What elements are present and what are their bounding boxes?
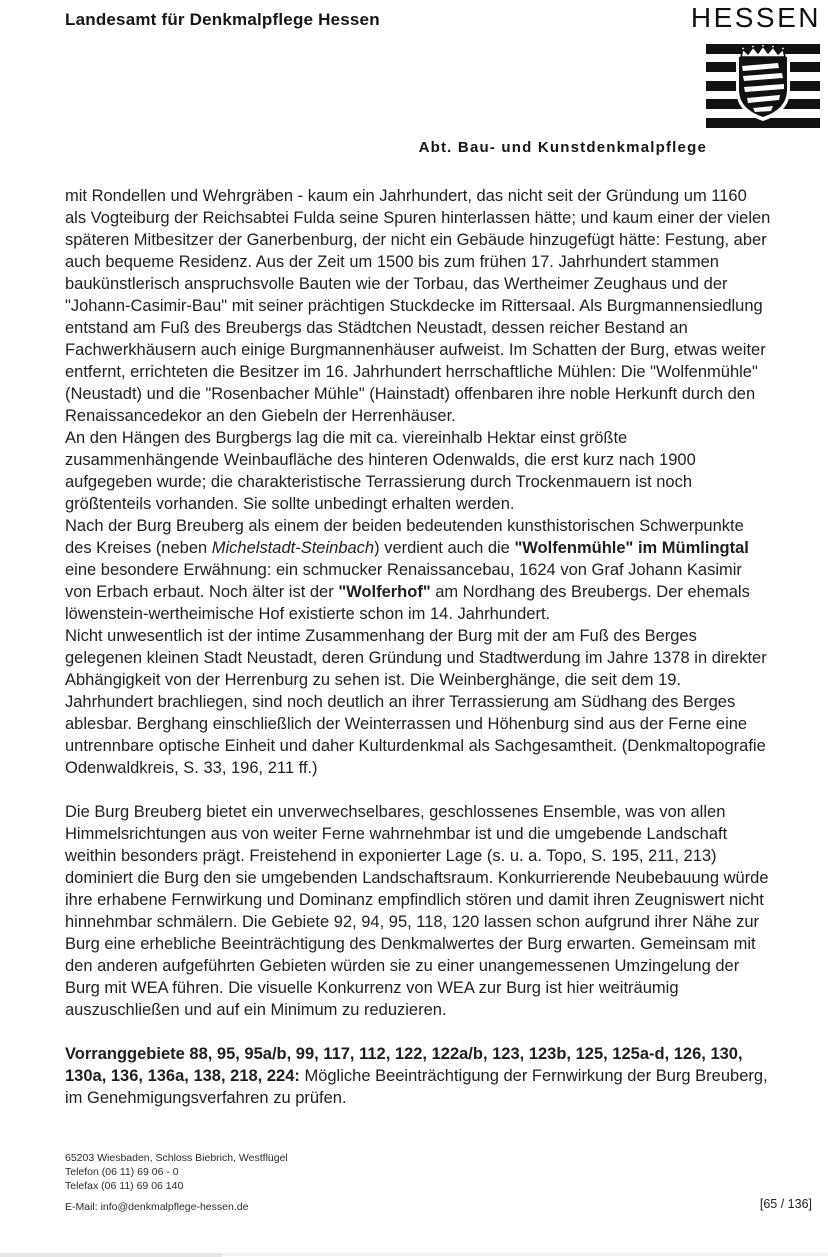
hessen-wordmark: HESSEN <box>690 2 821 33</box>
department-line: Abt. Bau- und Kunstdenkmalpflege <box>418 139 707 156</box>
paragraph: Die Burg Breuberg bietet ein unverwechselbares, geschlossenes Ensemble, was von allen Himmelsrichtungen aus von weiter Ferne wahrnehmbar ist und die umgebende Landschaft weithin besonders prägt. Freistehend in exponierter Lage (s. u. a. Topo, S. 195, 211, 213) dominiert die Burg den sie umgebenden Landschaftsraum. Konkurrierende Neubebauung würde ihre erhabene Fernwirkung und Dominanz empfindlich stören und damit ihren Zeugniswert nicht hinnehmbar schmälern. Die Gebiete 92, 94, 95, 118, 120 lassen schon aufgrund ihrer Nähe zur Burg eine erhebliche Beeinträchtigung des Denkmalwertes der Burg erwarten. Gemeinsam mit den anderen aufgeführten Gebieten würden sie zu einer unangemessenen Umzingelung der Burg mit WEA führen. Die visuelle Konkurrenz von WEA zur Burg ist hier weiträumig auszuschließen und auf ein Minimum zu reduzieren. <box>65 803 769 1019</box>
footer-fax: Telefax (06 11) 69 06 140 <box>65 1180 184 1192</box>
paragraph: Nach der Burg Breuberg als einem der beiden bedeutenden kunsthistorischen Schwerpunkte des Kreises (neben Michelstadt-Steinbach) verdient auch die "Wolfenmühle" im Mümlingtal eine besondere Erwähnung: ein schmucker Renaissancebau, 1624 von Graf Johann Kasimir von Erbach erbaut. Noch älter ist der "Wolferhof" am Nordhang des Breubergs. Der ehemals löwenstein-wertheimische Hof existierte schon im 14. Jahrhundert. <box>65 517 750 623</box>
paragraph: Vorranggebiete 88, 95, 95a/b, 99, 117, 112, 122, 122a/b, 123, 123b, 125, 125a-d, 126, 130, 130a, 136, 136a, 138, 218, 224: Mögliche Beeinträchtigung der Fernwirkung der Burg Breuberg, im Genehmigungsverfahren zu prüfen. <box>65 1045 768 1107</box>
page-number: [65 / 136] <box>759 1197 812 1211</box>
scan-edge-shadow <box>0 1253 222 1257</box>
paragraph: mit Rondellen und Wehrgräben - kaum ein Jahrhundert, das nicht seit der Gründung um 1160 als Vogteiburg der Reichsabtei Fulda seine Spuren hinterlassen hätte; und kaum einer der vielen späteren Mitbesitzer der Ganerbenburg, der nicht ein Gebäude hinzugefügt hätte: Festung, aber auch bequeme Residenz. Aus der Zeit um 1500 bis zum frühen 17. Jahrhundert stammen baukünstlerisch anspruchsvolle Bauten wie der Torbau, das Wertheimer Zeughaus und der "Johann-Casimir-Bau" mit seiner prächtigen Stuckdecke im Rittersaal. Als Burgmannensiedlung entstand am Fuß des Breubergs das Städtchen Neustadt, dessen reicher Bestand an Fachwerkhäusern auch einige Burgmannenhäuser aufweist. Im Schatten der Burg, etwas weiter entfernt, errichteten die Besitzer im 16. Jahrhundert herrschaftliche Mühlen: Die "Wolfenmühle" (Neustadt) und die "Rosenbacher Mühle" (Hainstadt) offenbaren ihre noble Herkunft durch den Renaissancedekor an den Giebeln der Herrenhäuser. <box>65 187 771 425</box>
footer-email: E-Mail: info@denkmalpflege-hessen.de <box>65 1201 249 1213</box>
hessen-coat-of-arms-icon <box>706 44 820 128</box>
paragraph: An den Hängen des Burgbergs lag die mit ca. viereinhalb Hektar einst größte zusammenhängende Weinbaufläche des hinteren Odenwalds, die erst kurz nach 1900 aufgegeben wurde; die charakteristische Terrassierung durch Trockenmauern ist noch größtenteils vorhanden. Sie sollte unbedingt erhalten werden. <box>65 429 696 513</box>
paragraph: Nicht unwesentlich ist der intime Zusammenhang der Burg mit der am Fuß des Berges gelegenen kleinen Stadt Neustadt, deren Gründung und Stadtwerdung im Jahre 1378 in direkter Abhängigkeit von der Herrenburg zu sehen ist. Die Weinberghänge, die seit dem 19. Jahrhundert brachliegen, sind noch deutlich an ihrer Terrassierung am Südhang des Berges ablesbar. Berghang einschließlich der Weinterrassen und Höhenburg sind aus der Ferne eine untrennbare optische Einheit und daher Kulturdenkmal als Sachgesamtheit. (Denkmaltopografie Odenwaldkreis, S. 33, 196, 211 ff.) <box>65 627 767 777</box>
agency-title: Landesamt für Denkmalpflege Hessen <box>65 10 380 29</box>
footer-address: 65203 Wiesbaden, Schloss Biebrich, Westflügel <box>65 1152 288 1164</box>
document-body <box>65 185 772 1109</box>
footer-phone: Telefon (06 11) 69 06 - 0 <box>65 1166 179 1178</box>
footer <box>65 1151 288 1214</box>
